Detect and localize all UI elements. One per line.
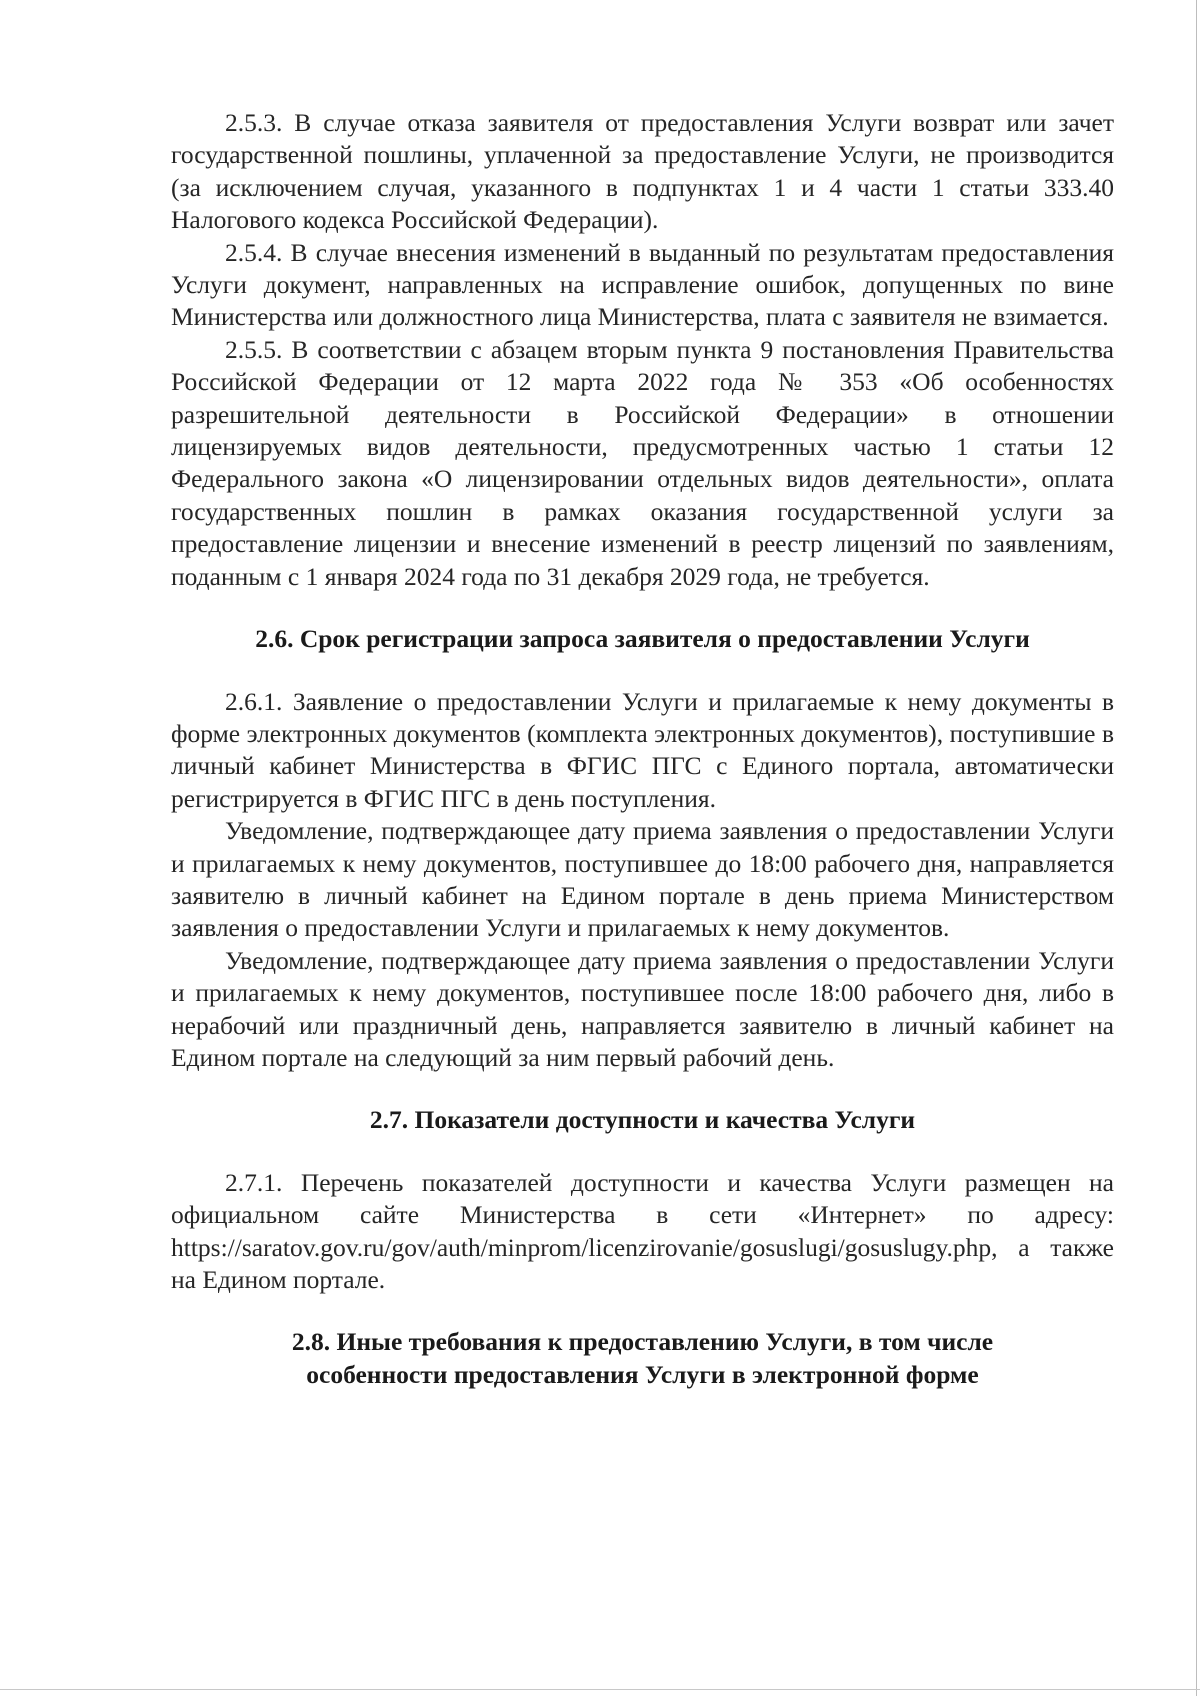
page-bottom-edge [0,1689,1200,1690]
document-body [171,107,1114,1391]
page-right-edge [1196,0,1197,1696]
paragraph-2-5-3: 2.5.3. В случае отказа заявителя от предоставления Услуги возврат или зачет государственной пошлины, уплаченной за предоставление Услуги, не производится (за исключением случая, указанного в подпунктах 1 и 4 части 1 статьи 333.40 Налогового кодекса Российской Федерации). [171,108,1114,235]
paragraph-2-6-notice-before-1800: Уведомление, подтверждающее дату приема заявления о предоставлении Услуги и прилагаемых к нему документов, поступившее до 18:00 рабочего дня, направляется заявителю в личный кабинет на Едином портале в день приема Министерством заявления о предоставлении Услуги и прилагаемых к нему документов. [171,816,1114,943]
heading-2-8: 2.8. Иные требования к предоставлению Услуги, в том числе особенности предоставления Услуги в электронной форме [291,1327,994,1389]
heading-2-6: 2.6. Срок регистрации запроса заявителя о предоставлении Услуги [255,624,1030,654]
paragraph-2-6-notice-after-1800: Уведомление, подтверждающее дату приема заявления о предоставлении Услуги и прилагаемых к нему документов, поступившее после 18:00 рабочего дня, либо в нерабочий или праздничный день, направляется заявителю в личный кабинет на Едином портале на следующий за ним первый рабочий день. [171,945,1114,1072]
paragraph-2-7-1: 2.7.1. Перечень показателей доступности и качества Услуги размещен на официальном сайте Министерства в сети «Интернет» по адресу: https://saratov.gov.ru/gov/auth/minprom/licenzirovanie/gosuslugi/gosuslugy.php, а также на Едином портале. [171,1167,1114,1294]
paragraph-2-5-4: 2.5.4. В случае внесения изменений в выданный по результатам предоставления Услуги документ, направленных на исправление ошибок, допущенных по вине Министерства или должностного лица Министерства, плата с заявителя не взимается. [171,237,1114,332]
heading-2-7: 2.7. Показатели доступности и качества Услуги [369,1105,916,1135]
paragraph-2-6-1: 2.6.1. Заявление о предоставлении Услуги и прилагаемые к нему документы в форме электронных документов (комплекта электронных документов), поступившие в личный кабинет Министерства в ФГИС ПГС с Единого портала, автоматически регистрируется в ФГИС ПГС в день поступления. [171,686,1114,813]
paragraph-2-5-5: 2.5.5. В соответствии с абзацем вторым пункта 9 постановления Правительства Российской Федерации от 12 марта 2022 года № 353 «Об особенностях разрешительной деятельности в Российской Федерации» в отношении лицензируемых видов деятельности, предусмотренных частью 1 статьи 12 Федерального закона «О лицензировании отдельных видов деятельности», оплата государственных пошлин в рамках оказания государственной услуги за предоставление лицензии и внесение изменений в реестр лицензий по заявлениям, поданным с 1 января 2024 года по 31 декабря 2029 года, не требуется. [171,334,1114,591]
